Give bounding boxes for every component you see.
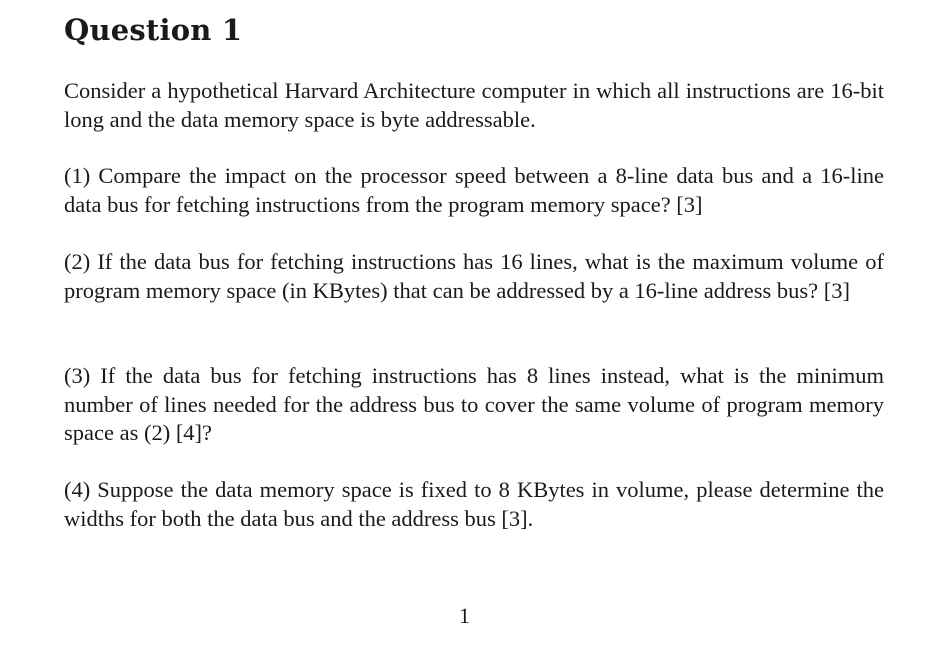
page-number: 1 — [459, 603, 470, 628]
question-part-1: (1) Compare the impact on the processor speed between a 8-line data bus and a 16-line data bus for fetching instructions from the program memory space? [3] — [64, 163, 884, 217]
question-part-4: (4) Suppose the data memory space is fixed to 8 KBytes in volume, please determine the widths for both the data bus and the address bus [3]. — [64, 477, 884, 531]
intro-paragraph: Consider a hypothetical Harvard Architecture computer in which all instructions are 16-bit long and the data memory space is byte addressable. — [64, 78, 884, 132]
question-part-3: (3) If the data bus for fetching instructions has 8 lines instead, what is the minimum number of lines needed for the address bus to cover the same volume of program memory space as (2) [4]? — [64, 363, 884, 445]
question-heading: Question 1 — [64, 13, 243, 47]
question-part-2: (2) If the data bus for fetching instructions has 16 lines, what is the maximum volume of program memory space (in KBytes) that can be addressed by a 16-line address bus? [3] — [64, 249, 884, 303]
